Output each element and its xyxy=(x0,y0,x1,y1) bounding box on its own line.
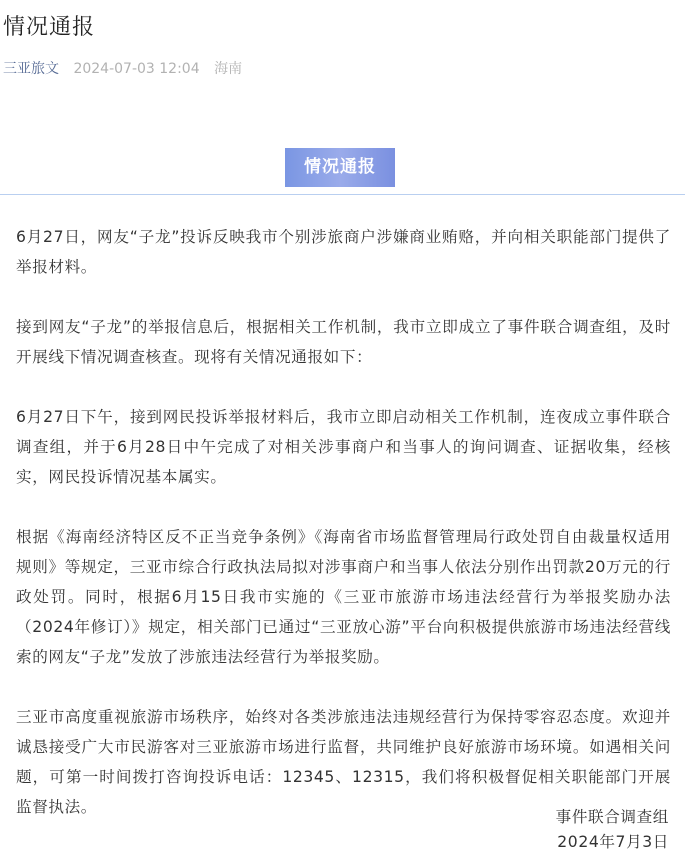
paragraph: 接到网友“子龙”的举报信息后，根据相关工作机制，我市立即成立了事件联合调查组，及时开展线下情况调查核查。现将有关情况通报如下： xyxy=(16,318,671,366)
banner-label: 情况通报 xyxy=(285,148,395,187)
author-link[interactable]: 三亚旅文 xyxy=(3,61,59,77)
paragraph: 6月27日下午，接到网民投诉举报材料后，我市立即启动相关工作机制，连夜成立事件联合调查组，并于6月28日中午完成了对相关涉事商户和当事人的询问调查、证据收集，经核实，网民投诉情况基本属实。 xyxy=(16,408,671,486)
signature-org: 事件联合调查组 xyxy=(555,808,669,826)
paragraph: 三亚市高度重视旅游市场秩序，始终对各类涉旅违法违规经营行为保持零容忍态度。欢迎并诚恳接受广大市民游客对三亚旅游市场进行监督，共同维护良好旅游市场环境。如遇相关问题，可第一时间拨打咨询投诉电话：12345、12315，我们将积极督促相关职能部门开展监督执法。 xyxy=(16,708,671,816)
publish-time: 2024-07-03 12:04 xyxy=(73,61,200,77)
article-body xyxy=(16,222,671,852)
location-label: 海南 xyxy=(214,61,243,77)
banner-section xyxy=(0,148,685,195)
paragraph: 6月27日，网友“子龙”投诉反映我市个别涉旅商户涉嫌商业贿赂，并向相关职能部门提供了举报材料。 xyxy=(16,228,671,276)
article-title: 情况通报 xyxy=(3,15,96,40)
signature-date: 2024年7月3日 xyxy=(557,833,669,851)
paragraph: 根据《海南经济特区反不正当竞争条例》《海南省市场监督管理局行政处罚自由裁量权适用规则》等规定，三亚市综合行政执法局拟对涉事商户和当事人依法分别作出罚款20万元的行政处罚。同时，根据6月15日我市实施的《三亚市旅游市场违法经营行为举报奖励办法（2024年修订）》规定，相关部门已通过“三亚放心游”平台向积极提供旅游市场违法经营线索的网友“子龙”发放了涉旅违法经营行为举报奖励。 xyxy=(16,528,671,666)
article-meta xyxy=(3,58,242,78)
signature-block xyxy=(556,805,669,855)
